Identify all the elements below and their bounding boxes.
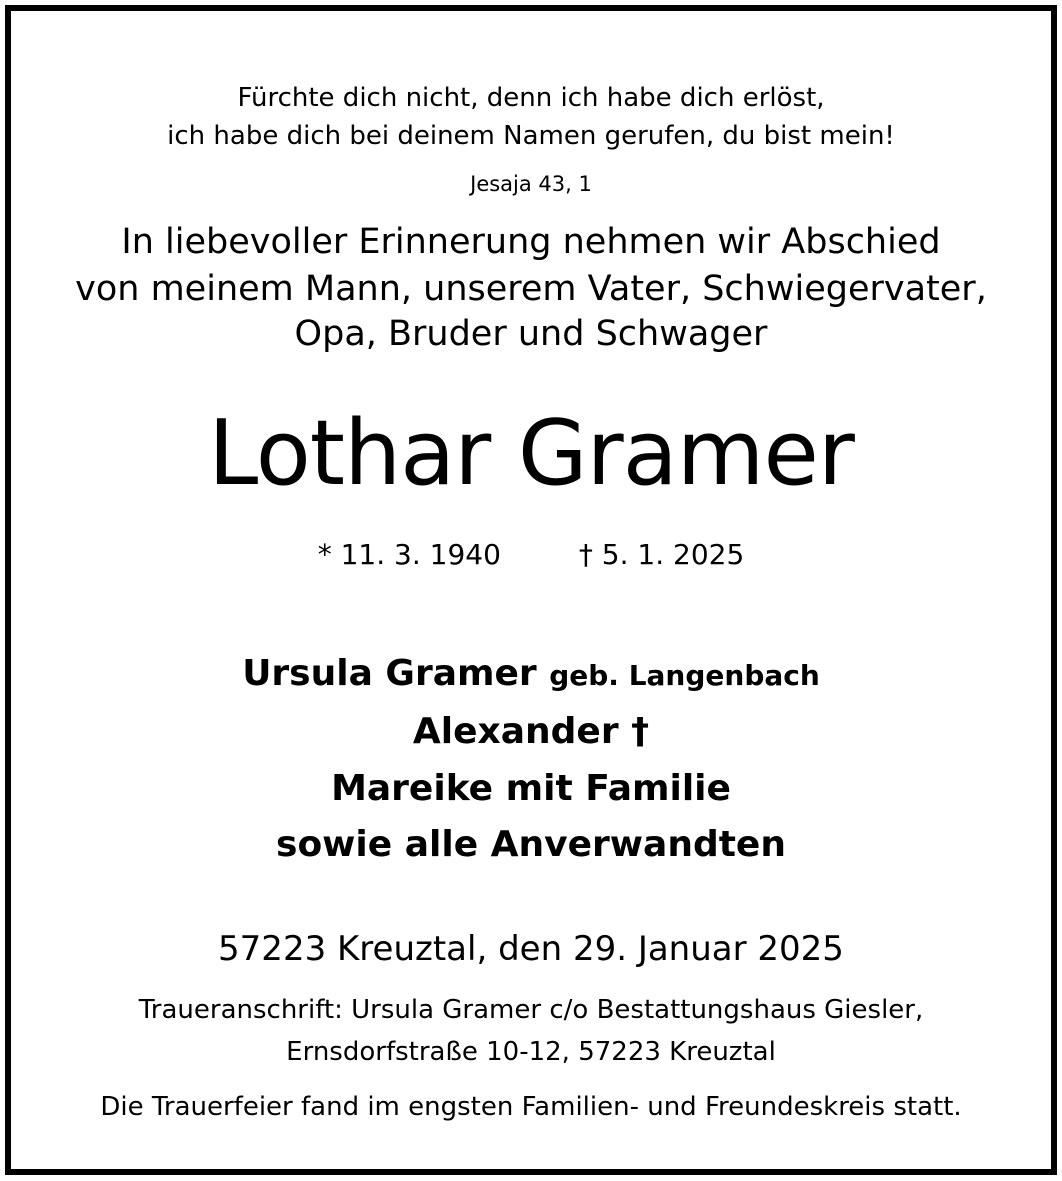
spouse-maiden-name: geb. Langenbach — [549, 659, 820, 692]
intro-line-2: von meinem Mann, unserem Vater, Schwiegervater, — [75, 269, 987, 309]
mourner-line-4: sowie alle Anverwandten — [276, 824, 786, 865]
bible-verse-reference: Jesaja 43, 1 — [470, 172, 592, 196]
intro-line-3: Opa, Bruder und Schwager — [294, 314, 768, 354]
obituary-frame — [5, 5, 1057, 1175]
mourner-spouse — [11, 653, 1051, 694]
address-line-1: Traueranschrift: Ursula Gramer c/o Bestattungshaus Giesler, — [138, 995, 924, 1025]
mourner-line-2: Alexander † — [412, 711, 650, 752]
bible-verse-line-1: Fürchte dich nicht, denn ich habe dich erlöst, — [237, 83, 825, 113]
deceased-name: Lothar Gramer — [208, 401, 854, 506]
address-line-2: Ernsdorfstraße 10-12, 57223 Kreuztal — [286, 1037, 776, 1067]
intro-line-1: In liebevoller Erinnerung nehmen wir Abschied — [121, 222, 941, 262]
birth-date: * 11. 3. 1940 — [317, 538, 501, 571]
place-and-date: 57223 Kreuztal, den 29. Januar 2025 — [218, 929, 844, 969]
mourner-line-3: Mareike mit Familie — [331, 768, 731, 809]
bible-verse-line-2: ich habe dich bei deinem Namen gerufen, du bist mein! — [167, 121, 895, 151]
spouse-name: Ursula Gramer — [242, 653, 537, 694]
death-date: † 5. 1. 2025 — [578, 538, 745, 571]
funeral-note: Die Trauerfeier fand im engsten Familien- und Freundeskreis statt. — [100, 1092, 962, 1122]
life-dates — [11, 538, 1051, 571]
